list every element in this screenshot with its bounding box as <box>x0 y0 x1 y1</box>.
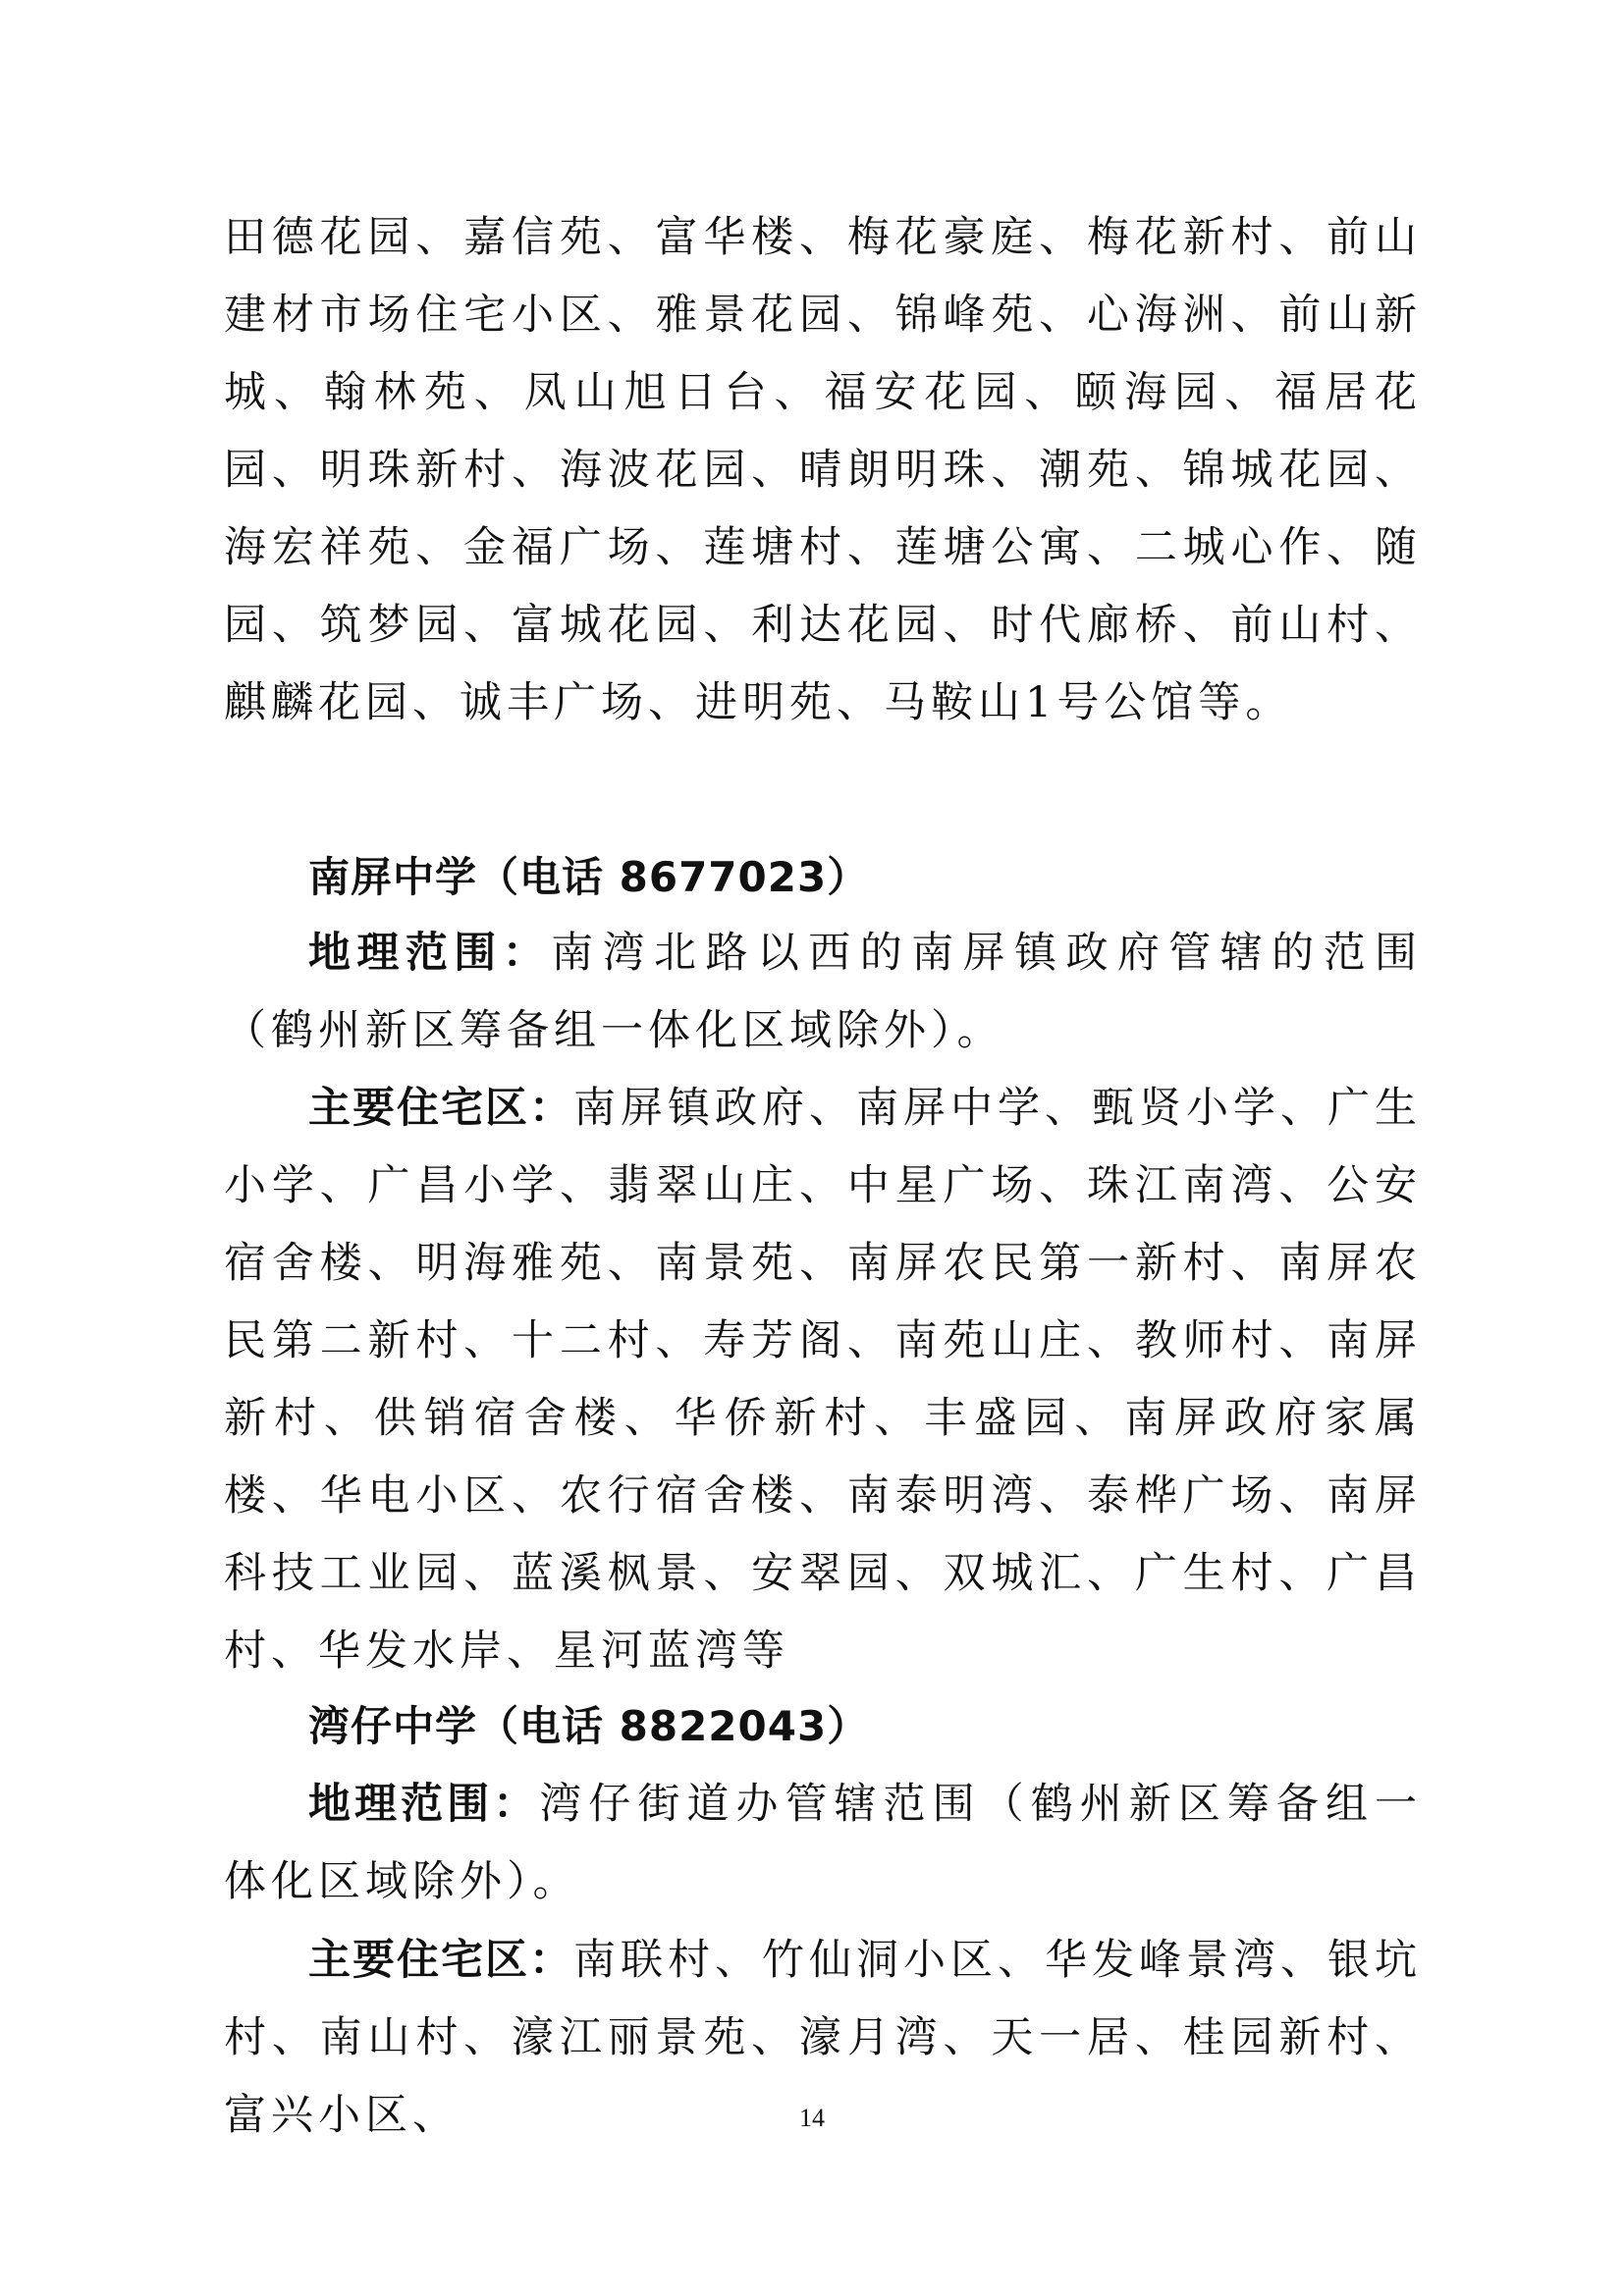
residential-label: 主要住宅区： <box>308 1936 573 1985</box>
area-text: 湾仔街道办管辖范围（鹤州新区筹备组一体化区域除外）。 <box>224 1780 1423 1906</box>
page-number: 14 <box>799 2104 825 2132</box>
area-text: 南湾北路以西的南屏镇政府管辖的范围（鹤州新区筹备组一体化区域除外）。 <box>224 929 1423 1055</box>
continued-residential-list: 田德花园、嘉信苑、富华楼、梅花豪庭、梅花新村、前山建材市场住宅小区、雅景花园、锦峰苑、心海洲、前山新城、翰林苑、凤山旭日台、福安花园、颐海园、福居花园、明珠新村、海波花园、晴朗明珠、潮苑、锦城花园、海宏祥苑、金福广场、莲塘村、莲塘公寓、二城心作、随园、筑梦园、富城花园、利达花园、时代廊桥、前山村、麒麟花园、诚丰广场、进明苑、马鞍山1号公馆等。 <box>224 213 1422 727</box>
residential-areas-nanping <box>224 1070 1422 1690</box>
residential-text: 南联村、竹仙洞小区、华发峰景湾、银坑村、南山村、濠江丽景苑、濠月湾、天一居、桂园新村、富兴小区、 <box>224 1936 1422 2140</box>
area-label: 地理范围： <box>308 1780 540 1829</box>
residential-text: 南屏镇政府、南屏中学、甄贤小学、广生小学、广昌小学、翡翠山庄、中星广场、珠江南湾、公安宿舍楼、明海雅苑、南景苑、南屏农民第一新村、南屏农民第二新村、十二村、寿芳阁、南苑山庄、教师村、南屏新村、供销宿舍楼、华侨新村、丰盛园、南屏政府家属楼、华电小区、农行宿舍楼、南泰明湾、泰桦广场、南屏科技工业园、蓝溪枫景、安翠园、双城汇、广生村、广昌村、华发水岸、星河蓝湾等 <box>224 1084 1422 1676</box>
section-title-wanzai-middle-school: 湾仔中学（电话 8822043） <box>308 1702 870 1750</box>
geographic-area-wanzai <box>224 1766 1422 1921</box>
section-title-nanping-middle-school: 南屏中学（电话 8677023） <box>308 853 870 901</box>
geographic-area-nanping <box>224 915 1422 1070</box>
residential-label: 主要住宅区： <box>308 1084 573 1133</box>
area-label: 地理范围： <box>308 929 552 978</box>
